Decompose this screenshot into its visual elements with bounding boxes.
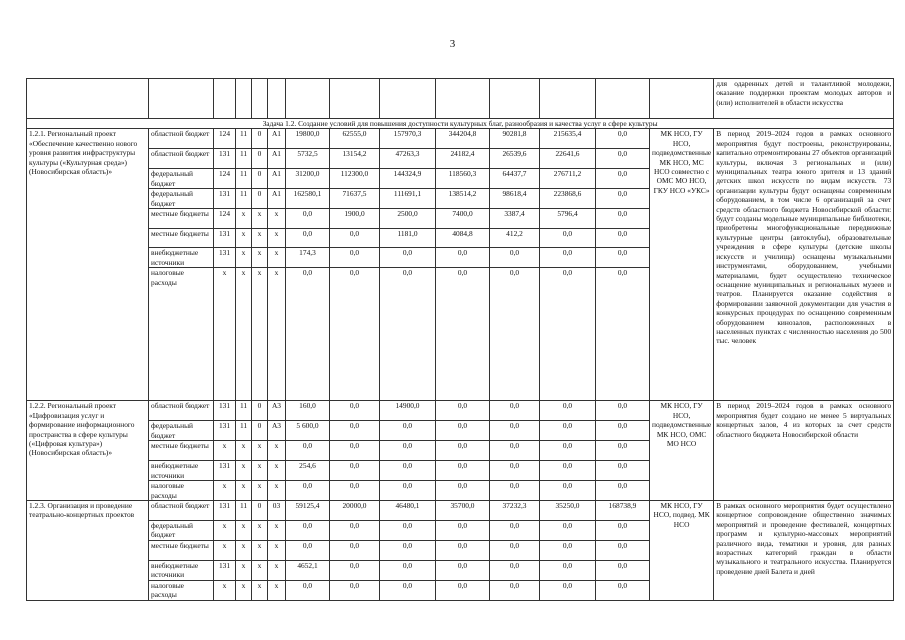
amount-cell: 3387,4 bbox=[490, 209, 540, 229]
amount-cell: 22641,6 bbox=[540, 149, 596, 169]
amount-cell: 412,2 bbox=[490, 229, 540, 248]
amount-cell: 0,0 bbox=[490, 421, 540, 441]
code-cell: x bbox=[268, 268, 286, 401]
code-cell: x bbox=[214, 441, 236, 461]
code-cell: 131 bbox=[214, 149, 236, 169]
amount-cell: 4084,8 bbox=[436, 229, 490, 248]
amount-cell: 0,0 bbox=[596, 169, 650, 189]
project-name: 1.2.3. Организация и проведение театрально-концертных проектов bbox=[27, 501, 149, 601]
amount-cell: 0,0 bbox=[380, 441, 436, 461]
amount-cell: 138514,2 bbox=[436, 189, 490, 209]
amount-cell: 0,0 bbox=[540, 441, 596, 461]
amount-cell: 0,0 bbox=[380, 248, 436, 268]
code-cell: x bbox=[268, 461, 286, 481]
amount-cell: 0,0 bbox=[596, 461, 650, 481]
code-cell: 0 bbox=[252, 421, 268, 441]
amount-cell: 0,0 bbox=[596, 401, 650, 421]
funding-source: федеральный бюджет bbox=[149, 189, 214, 209]
amount-cell: 0,0 bbox=[596, 541, 650, 561]
executor-cell: МК НСО, ГУ НСО, подведомственные МК НСО, ОМС МО НСО bbox=[650, 401, 714, 501]
code-cell: x bbox=[236, 461, 252, 481]
amount-cell: 0,0 bbox=[490, 461, 540, 481]
executor-cell: МК НСО, ГУ НСО, подведомственные МК НСО, МС НСО совместно с ОМС МО НСО, ГКУ НСО «УКС» bbox=[650, 129, 714, 401]
empty-cell bbox=[436, 79, 490, 119]
amount-cell: 64437,7 bbox=[490, 169, 540, 189]
amount-cell: 4652,1 bbox=[286, 561, 330, 581]
amount-cell: 344204,8 bbox=[436, 129, 490, 149]
amount-cell: 0,0 bbox=[540, 248, 596, 268]
code-cell: x bbox=[268, 541, 286, 561]
empty-cell bbox=[490, 79, 540, 119]
amount-cell: 0,0 bbox=[596, 421, 650, 441]
table-row bbox=[27, 401, 894, 421]
amount-cell: 0,0 bbox=[330, 441, 380, 461]
code-cell: 11 bbox=[236, 421, 252, 441]
code-cell: x bbox=[236, 581, 252, 601]
amount-cell: 160,0 bbox=[286, 401, 330, 421]
amount-cell: 112300,0 bbox=[330, 169, 380, 189]
amount-cell: 0,0 bbox=[286, 441, 330, 461]
amount-cell: 276711,2 bbox=[540, 169, 596, 189]
empty-cell bbox=[596, 79, 650, 119]
code-cell: 11 bbox=[236, 149, 252, 169]
empty-cell bbox=[236, 79, 252, 119]
code-cell: x bbox=[268, 248, 286, 268]
code-cell: x bbox=[252, 541, 268, 561]
amount-cell: 168738,9 bbox=[596, 501, 650, 521]
amount-cell: 46480,1 bbox=[380, 501, 436, 521]
funding-source: местные бюджеты bbox=[149, 541, 214, 561]
amount-cell: 0,0 bbox=[286, 268, 330, 401]
amount-cell: 5796,4 bbox=[540, 209, 596, 229]
funding-source: налоговые расходы bbox=[149, 581, 214, 601]
amount-cell: 0,0 bbox=[490, 521, 540, 541]
amount-cell: 0,0 bbox=[436, 401, 490, 421]
code-cell: 0 bbox=[252, 501, 268, 521]
code-cell: 131 bbox=[214, 421, 236, 441]
empty-cell bbox=[214, 79, 236, 119]
amount-cell: 59125,4 bbox=[286, 501, 330, 521]
result-cell: В период 2019–2024 годов в рамках основного мероприятия будет создано не менее 5 виртуальных концертных залов, 4 из которых за счет средств областного бюджета Новосибирской области bbox=[714, 401, 894, 501]
amount-cell: 26539,6 bbox=[490, 149, 540, 169]
amount-cell: 0,0 bbox=[436, 481, 490, 501]
amount-cell: 0,0 bbox=[490, 481, 540, 501]
amount-cell: 0,0 bbox=[490, 248, 540, 268]
empty-cell bbox=[286, 79, 330, 119]
code-cell: x bbox=[214, 481, 236, 501]
amount-cell: 0,0 bbox=[596, 561, 650, 581]
code-cell: x bbox=[214, 521, 236, 541]
code-cell: 131 bbox=[214, 501, 236, 521]
code-cell: x bbox=[252, 268, 268, 401]
empty-cell bbox=[268, 79, 286, 119]
empty-cell bbox=[27, 79, 149, 119]
amount-cell: 0,0 bbox=[596, 149, 650, 169]
code-cell: x bbox=[236, 248, 252, 268]
amount-cell: 0,0 bbox=[436, 581, 490, 601]
page-number: 3 bbox=[449, 38, 456, 50]
amount-cell: 37232,3 bbox=[490, 501, 540, 521]
code-cell: x bbox=[236, 521, 252, 541]
code-cell: 11 bbox=[236, 189, 252, 209]
amount-cell: 0,0 bbox=[330, 481, 380, 501]
funding-source: местные бюджеты bbox=[149, 441, 214, 461]
funding-source: внебюджетные источники bbox=[149, 561, 214, 581]
amount-cell: 0,0 bbox=[596, 268, 650, 401]
code-cell: 11 bbox=[236, 401, 252, 421]
amount-cell: 0,0 bbox=[380, 521, 436, 541]
amount-cell: 0,0 bbox=[330, 421, 380, 441]
amount-cell: 0,0 bbox=[330, 541, 380, 561]
code-cell: x bbox=[252, 561, 268, 581]
amount-cell: 47263,3 bbox=[380, 149, 436, 169]
code-cell: x bbox=[268, 441, 286, 461]
amount-cell: 0,0 bbox=[540, 229, 596, 248]
code-cell: x bbox=[252, 441, 268, 461]
amount-cell: 0,0 bbox=[540, 581, 596, 601]
code-cell: 0 bbox=[252, 169, 268, 189]
code-cell: 131 bbox=[214, 248, 236, 268]
amount-cell: 157970,3 bbox=[380, 129, 436, 149]
executor-cell: МК НСО, ГУ НСО, подвед. МК НСО bbox=[650, 501, 714, 601]
amount-cell: 31200,0 bbox=[286, 169, 330, 189]
amount-cell: 0,0 bbox=[596, 229, 650, 248]
empty-cell bbox=[330, 79, 380, 119]
funding-source: областной бюджет bbox=[149, 401, 214, 421]
code-cell: 11 bbox=[236, 129, 252, 149]
code-cell: x bbox=[252, 248, 268, 268]
empty-cell bbox=[380, 79, 436, 119]
amount-cell: 35250,0 bbox=[540, 501, 596, 521]
amount-cell: 0,0 bbox=[596, 581, 650, 601]
amount-cell: 0,0 bbox=[596, 189, 650, 209]
amount-cell: 35700,0 bbox=[436, 501, 490, 521]
code-cell: x bbox=[252, 461, 268, 481]
amount-cell: 0,0 bbox=[330, 521, 380, 541]
amount-cell: 0,0 bbox=[330, 461, 380, 481]
amount-cell: 0,0 bbox=[286, 521, 330, 541]
funding-source: областной бюджет bbox=[149, 129, 214, 149]
amount-cell: 0,0 bbox=[436, 461, 490, 481]
code-cell: 0 bbox=[252, 189, 268, 209]
code-cell: x bbox=[236, 229, 252, 248]
code-cell: 124 bbox=[214, 129, 236, 149]
amount-cell: 0,0 bbox=[330, 248, 380, 268]
funding-source: налоговые расходы bbox=[149, 481, 214, 501]
code-cell: x bbox=[252, 209, 268, 229]
project-name: 1.2.2. Региональный проект «Цифровизация услуг и формирование информационного пространства в сфере культуры («Цифровая культура») (Новосибирская область)» bbox=[27, 401, 149, 501]
amount-cell: 162580,1 bbox=[286, 189, 330, 209]
code-cell: A1 bbox=[268, 129, 286, 149]
amount-cell: 1181,0 bbox=[380, 229, 436, 248]
amount-cell: 0,0 bbox=[286, 229, 330, 248]
code-cell: x bbox=[268, 481, 286, 501]
amount-cell: 0,0 bbox=[540, 461, 596, 481]
funding-source: областной бюджет bbox=[149, 501, 214, 521]
amount-cell: 62555,0 bbox=[330, 129, 380, 149]
table-row bbox=[27, 79, 894, 119]
amount-cell: 1900,0 bbox=[330, 209, 380, 229]
code-cell: 131 bbox=[214, 401, 236, 421]
code-cell: x bbox=[268, 209, 286, 229]
amount-cell: 144324,9 bbox=[380, 169, 436, 189]
empty-cell bbox=[149, 79, 214, 119]
amount-cell: 0,0 bbox=[490, 541, 540, 561]
amount-cell: 0,0 bbox=[286, 541, 330, 561]
result-cell: В рамках основного мероприятия будет осуществлено концертное сопровождение общественно значимых мероприятий и проведение фестивалей, концертных программ и культурно-массовых мероприятий различного вида, тематики и уровня, для разных возрастных категорий граждан в области музыкального и театрального искусства. Планируется проведение дней Балета и дней bbox=[714, 501, 894, 601]
code-cell: 124 bbox=[214, 169, 236, 189]
amount-cell: 0,0 bbox=[490, 581, 540, 601]
amount-cell: 0,0 bbox=[330, 268, 380, 401]
task-title: Задача 1.2. Создание условий для повышения доступности культурных благ, разнообразия и качества услуг в сфере культуры bbox=[27, 119, 894, 129]
code-cell: 11 bbox=[236, 501, 252, 521]
amount-cell: 0,0 bbox=[380, 481, 436, 501]
amount-cell: 98618,4 bbox=[490, 189, 540, 209]
funding-source: местные бюджеты bbox=[149, 209, 214, 229]
amount-cell: 254,6 bbox=[286, 461, 330, 481]
amount-cell: 0,0 bbox=[490, 401, 540, 421]
amount-cell: 0,0 bbox=[540, 421, 596, 441]
amount-cell: 13154,2 bbox=[330, 149, 380, 169]
code-cell: 131 bbox=[214, 189, 236, 209]
code-cell: 0 bbox=[252, 129, 268, 149]
amount-cell: 0,0 bbox=[436, 441, 490, 461]
funding-source: федеральный бюджет bbox=[149, 521, 214, 541]
amount-cell: 0,0 bbox=[286, 581, 330, 601]
code-cell: x bbox=[236, 481, 252, 501]
amount-cell: 0,0 bbox=[436, 268, 490, 401]
code-cell: x bbox=[214, 541, 236, 561]
code-cell: x bbox=[236, 209, 252, 229]
project-name: 1.2.1. Региональный проект «Обеспечение качественно нового уровня развития инфраструктуры культуры («Культурная среда») (Новосибирская область)» bbox=[27, 129, 149, 401]
amount-cell: 0,0 bbox=[596, 441, 650, 461]
amount-cell: 0,0 bbox=[330, 229, 380, 248]
amount-cell: 215635,4 bbox=[540, 129, 596, 149]
amount-cell: 2500,0 bbox=[380, 209, 436, 229]
amount-cell: 0,0 bbox=[380, 581, 436, 601]
code-cell: x bbox=[236, 441, 252, 461]
amount-cell: 0,0 bbox=[330, 401, 380, 421]
amount-cell: 0,0 bbox=[436, 421, 490, 441]
result-cell: В период 2019–2024 годов в рамках основного мероприятия будут построены, реконструированы, капитально отремонтированы 27 объектов организаций культуры, включая 3 региональных и (или) муниципальных театра юного зрителя и 13 зданий детских школ искусств по видам искусств. 73 организации культуры будут оснащены современным оборудованием, в том числе 6 организаций за счет средств областного бюджета Новосибирской области: будут созданы модельные муниципальные библиотеки, приобретены многофункциональные передвижные культурные центры (автоклубы), образовательные учреждения в сфере культуры (детские школы искусств и училища) оснащены музыкальными инструментами, оборудованием, учебными материалами, будет осуществлено техническое оснащение муниципальных и региональных музеев и театров. Планируется оказание содействия в формировании заявочной документации для участия в конкурсных процедурах по оснащению современным оборудованием кинозалов, расположенных в населенных пунктах с численностью населения до 500 тыс. человек bbox=[714, 129, 894, 401]
amount-cell: 0,0 bbox=[436, 561, 490, 581]
code-cell: x bbox=[252, 581, 268, 601]
amount-cell: 7400,0 bbox=[436, 209, 490, 229]
table-row bbox=[27, 129, 894, 149]
amount-cell: 223868,6 bbox=[540, 189, 596, 209]
code-cell: 131 bbox=[214, 461, 236, 481]
funding-source: федеральный бюджет bbox=[149, 169, 214, 189]
amount-cell: 71637,5 bbox=[330, 189, 380, 209]
code-cell: 0 bbox=[252, 149, 268, 169]
amount-cell: 0,0 bbox=[596, 521, 650, 541]
amount-cell: 118560,3 bbox=[436, 169, 490, 189]
code-cell: A1 bbox=[268, 149, 286, 169]
funding-source: налоговые расходы bbox=[149, 268, 214, 401]
amount-cell: 0,0 bbox=[380, 541, 436, 561]
amount-cell: 90281,8 bbox=[490, 129, 540, 149]
table-row bbox=[27, 501, 894, 521]
amount-cell: 0,0 bbox=[436, 521, 490, 541]
program-table bbox=[26, 78, 894, 601]
code-cell: x bbox=[214, 268, 236, 401]
amount-cell: 24182,4 bbox=[436, 149, 490, 169]
amount-cell: 0,0 bbox=[540, 401, 596, 421]
amount-cell: 0,0 bbox=[286, 481, 330, 501]
amount-cell: 0,0 bbox=[436, 541, 490, 561]
amount-cell: 0,0 bbox=[380, 461, 436, 481]
funding-source: внебюджетные источники bbox=[149, 461, 214, 481]
code-cell: x bbox=[268, 229, 286, 248]
amount-cell: 0,0 bbox=[490, 268, 540, 401]
code-cell: A1 bbox=[268, 189, 286, 209]
code-cell: 0 bbox=[252, 401, 268, 421]
code-cell: x bbox=[252, 229, 268, 248]
amount-cell: 0,0 bbox=[286, 209, 330, 229]
amount-cell: 174,3 bbox=[286, 248, 330, 268]
code-cell: 124 bbox=[214, 209, 236, 229]
amount-cell: 0,0 bbox=[596, 248, 650, 268]
code-cell: x bbox=[252, 481, 268, 501]
funding-source: федеральный бюджет bbox=[149, 421, 214, 441]
amount-cell: 0,0 bbox=[436, 248, 490, 268]
amount-cell: 0,0 bbox=[540, 541, 596, 561]
code-cell: x bbox=[236, 268, 252, 401]
code-cell: x bbox=[268, 561, 286, 581]
code-cell: A3 bbox=[268, 421, 286, 441]
amount-cell: 5732,5 bbox=[286, 149, 330, 169]
amount-cell: 0,0 bbox=[596, 481, 650, 501]
amount-cell: 19800,0 bbox=[286, 129, 330, 149]
empty-cell bbox=[540, 79, 596, 119]
funding-source: областной бюджет bbox=[149, 149, 214, 169]
amount-cell: 14900,0 bbox=[380, 401, 436, 421]
amount-cell: 0,0 bbox=[380, 268, 436, 401]
code-cell: 11 bbox=[236, 169, 252, 189]
funding-source: внебюджетные источники bbox=[149, 248, 214, 268]
amount-cell: 0,0 bbox=[540, 521, 596, 541]
empty-cell bbox=[252, 79, 268, 119]
top-note-cell: для одаренных детей и талантливой молодежи, оказание поддержки проектам молодых авторов и (или) исполнителей в области искусства bbox=[714, 79, 894, 119]
code-cell: 03 bbox=[268, 501, 286, 521]
funding-source: местные бюджеты bbox=[149, 229, 214, 248]
code-cell: 131 bbox=[214, 229, 236, 248]
amount-cell: 5 600,0 bbox=[286, 421, 330, 441]
code-cell: x bbox=[268, 521, 286, 541]
task-row bbox=[27, 119, 894, 129]
code-cell: A1 bbox=[268, 169, 286, 189]
amount-cell: 0,0 bbox=[540, 481, 596, 501]
code-cell: A3 bbox=[268, 401, 286, 421]
amount-cell: 0,0 bbox=[380, 421, 436, 441]
amount-cell: 20000,0 bbox=[330, 501, 380, 521]
amount-cell: 0,0 bbox=[330, 561, 380, 581]
code-cell: x bbox=[236, 561, 252, 581]
empty-cell bbox=[650, 79, 714, 119]
amount-cell: 111691,1 bbox=[380, 189, 436, 209]
code-cell: x bbox=[268, 581, 286, 601]
amount-cell: 0,0 bbox=[540, 561, 596, 581]
code-cell: x bbox=[252, 521, 268, 541]
amount-cell: 0,0 bbox=[596, 209, 650, 229]
code-cell: x bbox=[236, 541, 252, 561]
amount-cell: 0,0 bbox=[330, 581, 380, 601]
code-cell: 131 bbox=[214, 561, 236, 581]
code-cell: x bbox=[214, 581, 236, 601]
amount-cell: 0,0 bbox=[490, 561, 540, 581]
amount-cell: 0,0 bbox=[540, 268, 596, 401]
amount-cell: 0,0 bbox=[380, 561, 436, 581]
amount-cell: 0,0 bbox=[490, 441, 540, 461]
amount-cell: 0,0 bbox=[596, 129, 650, 149]
